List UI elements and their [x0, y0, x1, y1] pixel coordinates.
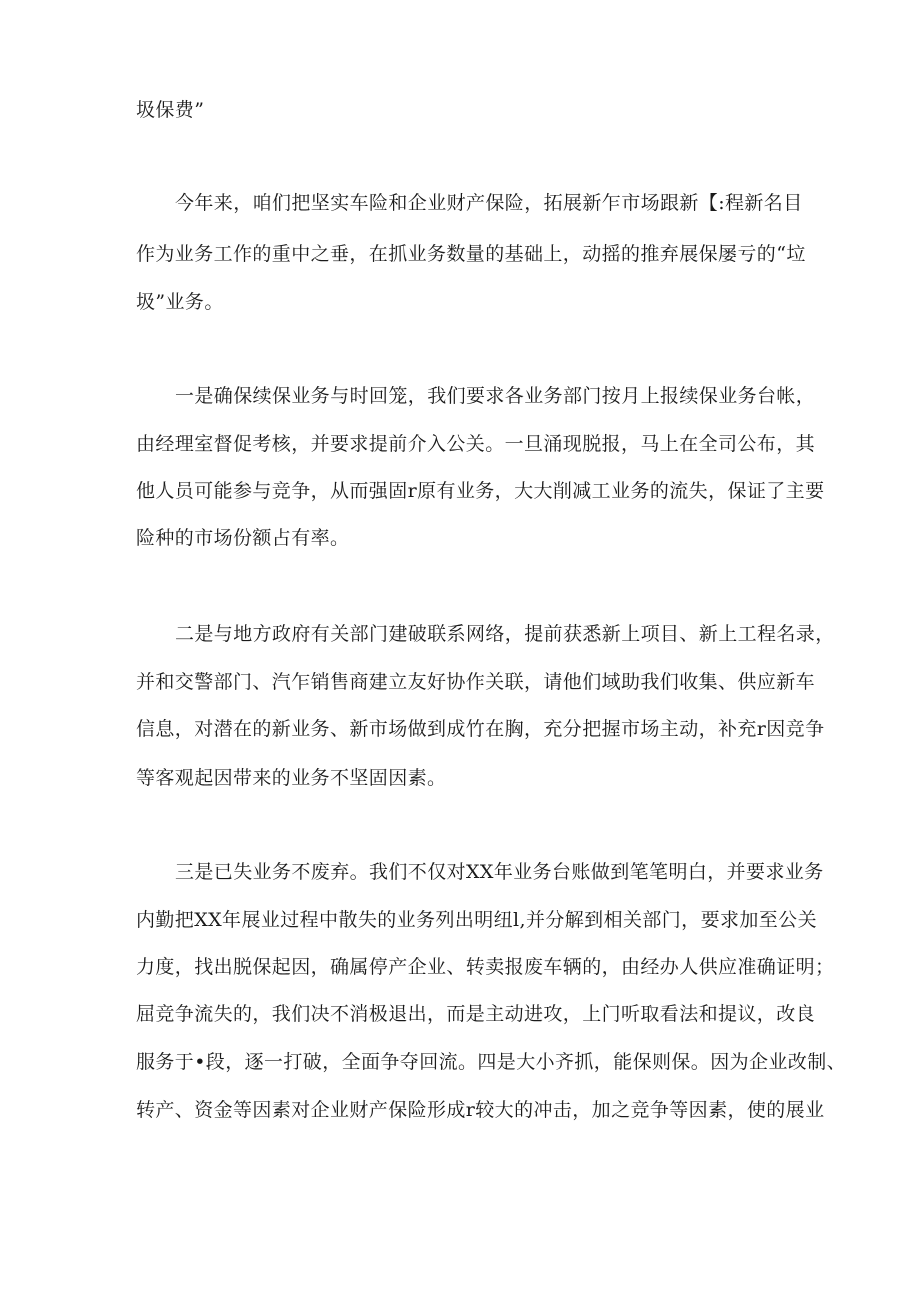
- text-line: 圾保费”: [136, 99, 205, 121]
- text-line: 并和交警部门、汽乍销售商建立友好协作关联，请他们域助我们收集、供应新车: [136, 671, 816, 693]
- paragraph-first-line: 二是与地方政府有关部门建破联系网络，提前获悉新上项目、新上工程名录，: [175, 623, 835, 645]
- text-line: 信息，对潜在的新业务、新市场做到成竹在胸，充分把握市场主动，补充r因竞争: [136, 718, 825, 740]
- text-line: 圾”业务。: [136, 291, 224, 313]
- text-line: 内勤把XX年展业过程中散失的业务列出明纽l,并分解到相关部门，要求加至公关: [136, 909, 817, 931]
- text-line: 作为业务工作的重中之垂，在抓业务数量的基础上，动摇的推弃展保屡亏的“垃: [136, 243, 806, 265]
- text-line: 服务于•段，逐一打破，全面争夺回流。四是大小齐抓，能保则保。因为企业改制、: [136, 1051, 847, 1073]
- text-line: 力度，找出脱保起因，确属停产企业、转卖报废车辆的，由经办人供应准确证明；: [136, 956, 835, 978]
- text-line: 险种的市场份额占有率。: [136, 527, 350, 549]
- paragraph-first-line: 三是已失业务不废弃。我们不仅对XX年业务台账做到笔笔明白，并要求业务: [175, 861, 824, 883]
- paragraph-first-line: 今年来，咱们把坚实车险和企业财产保险，拓展新乍市场跟新【:程新名目: [175, 192, 803, 214]
- text-line: 由经理室督促考核，并要求提前介入公关。一旦涌现脱报，马上在全司公布，其: [136, 433, 816, 455]
- text-line: 转产、资金等因素对企业财产保险形成r较大的冲击，加之竞争等因素，使的展业: [136, 1099, 825, 1121]
- text-line: 他人员可能参与竞争，从而强固r原有业务，大大削减工业务的流失，保证了主要: [136, 480, 825, 502]
- text-line: 屈竞争流失的，我们决不消极退出，而是主动进攻，上门听取看法和提议，改良: [136, 1003, 816, 1025]
- paragraph-first-line: 一是确保续保业务与时回笼，我们要求各业务部门按月上报续保业务台帐，: [175, 385, 816, 407]
- text-line: 等客观起因带来的业务不坚固因素。: [136, 767, 447, 789]
